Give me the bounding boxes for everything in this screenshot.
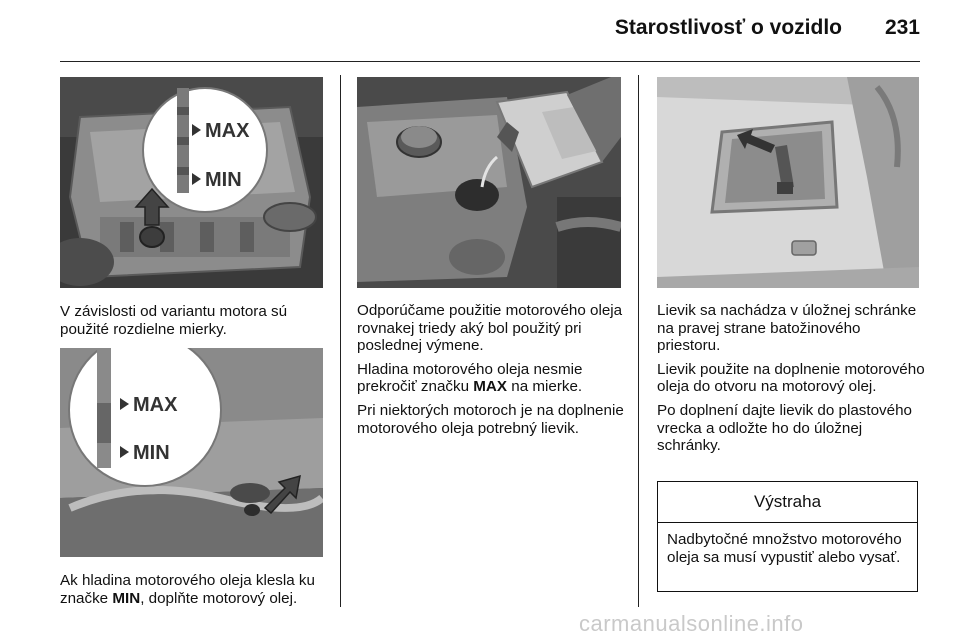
page-title: Starostlivosť o vozidlo [614, 16, 842, 39]
paragraph-oil-recommendation: Odporúčame použitie motorového oleja rovnakej triedy aký bol použitý pri poslednej výmene. [357, 302, 623, 355]
paragraph-funnel-location: Lievik sa nachádza v úložnej schránke na pravej strane batožinového priestoru. [657, 302, 917, 355]
trunk-funnel-figure [657, 77, 919, 288]
page-number: 231 [884, 16, 920, 39]
min-label: MIN [133, 442, 170, 464]
max-label: MAX [205, 120, 250, 142]
text-block-column-3 [657, 302, 927, 461]
watermark: carmanualsonline.info [579, 611, 804, 636]
warning-body: Nadbytočné množstvo motorového oleja sa musí vypustiť alebo vysať. [667, 531, 902, 566]
engine-dipstick-figure-2 [60, 348, 323, 557]
max-label: MAX [133, 394, 178, 416]
text-block-column-2 [357, 302, 627, 443]
paragraph-max-level: Hladina motorového oleja nesmie prekročiť značku MAX na mierke. [357, 360, 583, 396]
paragraph-funnel-needed: Pri niektorých motoroch je na doplnenie motorového oleja potrebný lievik. [357, 401, 624, 437]
paragraph-min-level: Ak hladina motorového oleja klesla ku značke MIN, doplňte motorový olej. [60, 572, 315, 607]
warning-title: Výstraha [658, 482, 917, 523]
paragraph-funnel-usage: Lievik použite na doplnenie motorového oleja do otvoru na motorový olej. [657, 360, 925, 396]
text-block-engine-variants [60, 303, 330, 344]
min-mark: MIN [112, 589, 141, 607]
column-divider-1 [340, 75, 341, 607]
text-block-min-level [60, 572, 330, 613]
header-rule [60, 61, 920, 62]
column-divider-2 [638, 75, 639, 607]
paragraph-engine-variants: V závislosti od variantu motora sú použité rozdielne mierky. [60, 303, 288, 338]
min-label: MIN [205, 169, 242, 191]
paragraph-funnel-storage: Po doplnení dajte lievik do plastového vrecka a odložte ho do úložnej schránky. [657, 401, 912, 455]
engine-dipstick-figure-1 [60, 77, 323, 288]
warning-box [657, 481, 918, 592]
pouring-oil-figure [357, 77, 621, 288]
max-mark: MAX [473, 378, 508, 396]
